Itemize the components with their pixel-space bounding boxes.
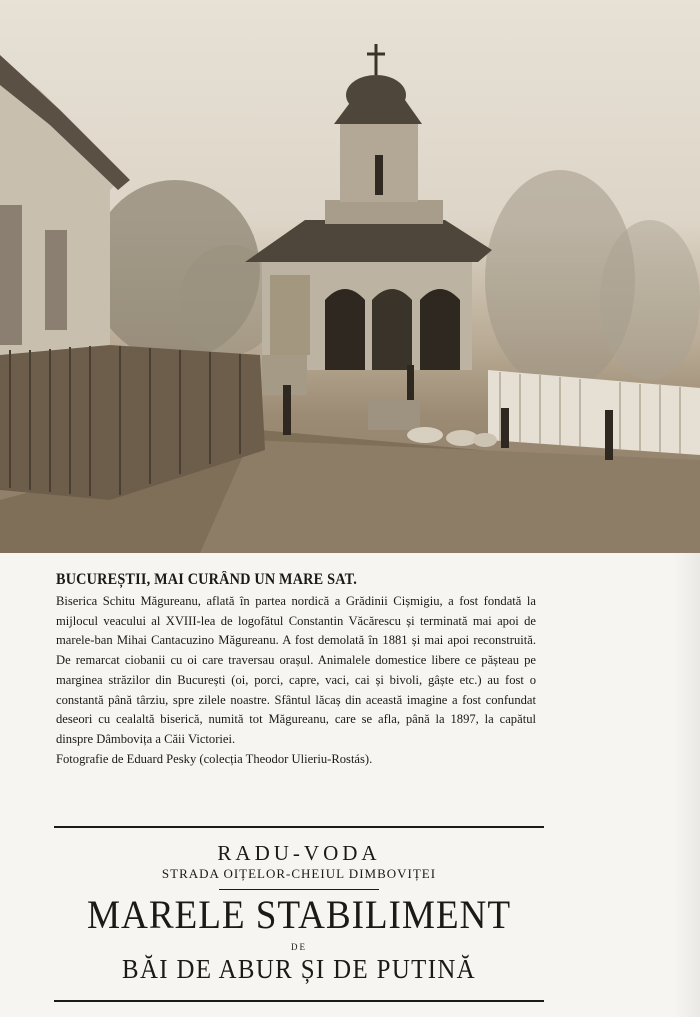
page-gutter-shade bbox=[674, 553, 700, 1017]
ad-divider bbox=[219, 889, 379, 890]
ad-headline: MARELE STABILIMENT bbox=[87, 892, 511, 937]
caption-block bbox=[56, 571, 536, 769]
photo-credit: Fotografie de Eduard Pesky (colecția Theodor Ulieriu-Rostás). bbox=[56, 751, 373, 766]
ad-street: STRADA OIȚELOR-CHEIUL DIMBOVIȚEI bbox=[161, 866, 437, 881]
ad-top-rule bbox=[54, 826, 544, 828]
ad-bottom-rule bbox=[54, 1000, 544, 1002]
ad-connector: DE bbox=[291, 942, 307, 952]
caption-body: Biserica Schitu Măgureanu, aflată în partea nordică a Grădinii Cișmigiu, a fost fondată la mijlocul veacului al XVIII-lea de logofătul Constantin Văcărescu și terminată mai apoi de marele-ban Mihai Cantacuzino Măgureanu. A fost demolată în 1881 și mai apoi reconstruită. De remarcat ciobanii cu oi care traversau orașul. Animalele domestice libere ce pășteau pe marginea străzilor din București (oi, porci, capre, vaci, cai și bivoli, gâște etc.) au fost o constantă până târziu, spre zilele noastre. Sfântul lăcaș din această imagine a fost confundat deseori cu cealaltă biserică, numită tot Măgureanu, care se afla, până la 1897, la capătul dinspre Dâmbovița a Căii Victoriei. bbox=[56, 594, 536, 746]
caption-title: BUCUREȘTII, MAI CURÂND UN MARE SAT. bbox=[56, 571, 358, 588]
ad-location: RADU-VODA bbox=[217, 841, 381, 865]
ad-subheadline: BĂI DE ABUR ȘI DE PUTINĂ bbox=[122, 954, 476, 984]
